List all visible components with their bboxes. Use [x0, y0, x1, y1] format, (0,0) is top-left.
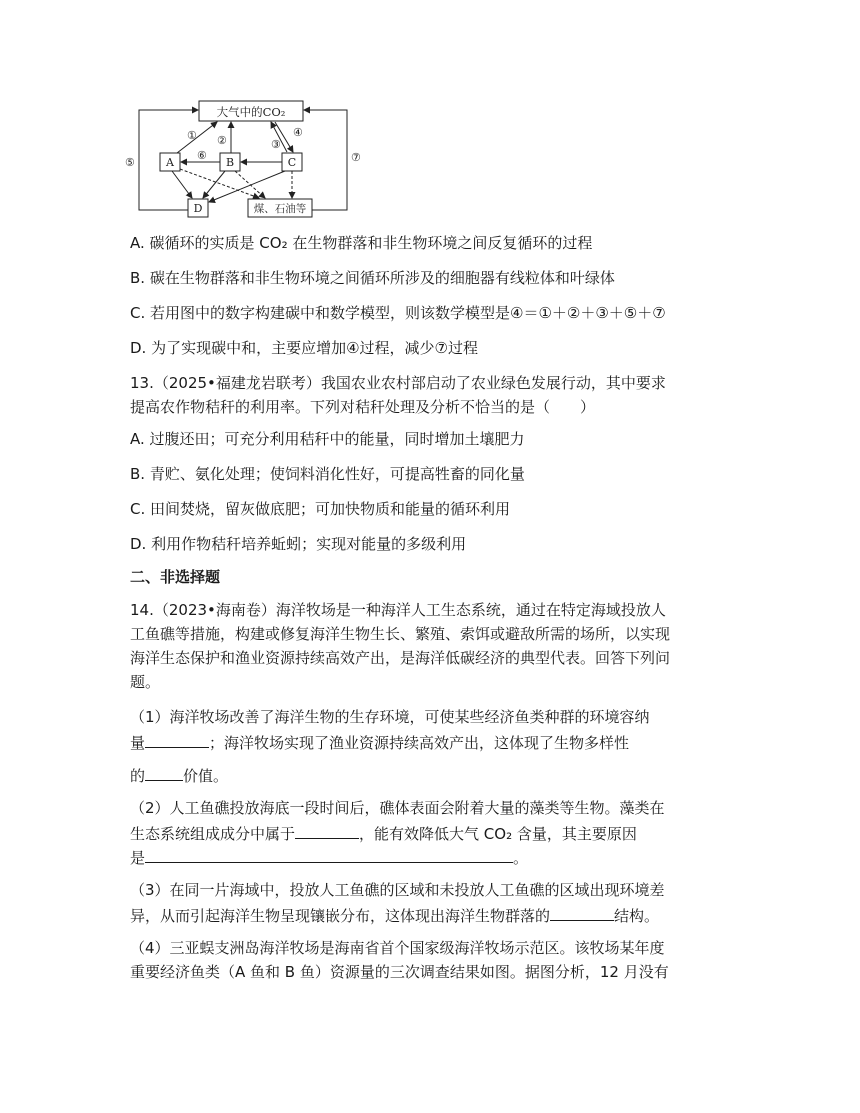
q13-option-d: D. 利用作物秸秆培养蚯蚓；实现对能量的多级利用 — [130, 535, 467, 553]
arrow-b-to-d — [203, 171, 225, 198]
q14-p2-line2-start: 生态系统组成成分中属于 — [130, 825, 296, 843]
label-6: ⑥ — [197, 149, 207, 162]
atmosphere-label: 大气中的CO₂ — [216, 105, 286, 119]
arrow-c-to-d — [209, 171, 285, 202]
q14-p2-line2 — [130, 822, 637, 844]
carbon-cycle-diagram — [125, 98, 375, 220]
answer-blank-2[interactable] — [145, 764, 183, 781]
node-c-label: C — [287, 156, 297, 169]
q14-p1-line3 — [130, 764, 228, 786]
answer-blank-3[interactable] — [295, 822, 359, 839]
q12-option-b: B. 碳在生物群落和非生物环境之间循环所涉及的细胞器有线粒体和叶绿体 — [130, 269, 615, 287]
arrow-a-to-d — [172, 171, 192, 198]
label-4: ④ — [293, 126, 303, 139]
q13-option-a: A. 过腹还田；可充分利用秸秆中的能量，同时增加土壤肥力 — [130, 430, 525, 448]
dashed-b-to-fossil — [235, 171, 265, 198]
q14-p2-line2-end: ，能有效降低大气 CO₂ 含量，其主要原因 — [359, 825, 637, 843]
q14-p3-line1: （3）在同一片海域中，投放人工鱼礁的区域和未投放人工鱼礁的区域出现环境差 — [130, 881, 665, 899]
q14-p1-line3-end: 价值。 — [183, 767, 229, 785]
q14-stem-line3: 海洋生态保护和渔业资源持续高效产出，是海洋低碳经济的典型代表。回答下列问 — [130, 649, 671, 667]
q14-stem-line2: 工鱼礁等措施，构建或修复海洋生物生长、繁殖、索饵或避敌所需的场所，以实现 — [130, 625, 671, 643]
q14-p1-line1: （1）海洋牧场改善了海洋生物的生存环境，可使某些经济鱼类种群的环境容纳 — [130, 708, 650, 726]
q14-p3-line2-end: 结构。 — [614, 907, 660, 925]
fossil-label: 煤、石油等 — [253, 203, 307, 215]
q14-p3-line2-start: 异，从而引起海洋生物呈现镶嵌分布，这体现出海洋生物群落的 — [130, 907, 551, 925]
q14-p1-line3-start: 的 — [130, 767, 146, 785]
label-3: ③ — [271, 138, 281, 151]
q14-p2-line1: （2）人工鱼礁投放海底一段时间后，礁体表面会附着大量的藻类等生物。藻类在 — [130, 799, 665, 817]
q12-option-c: C. 若用图中的数字构建碳中和数学模型，则该数学模型是④＝①＋②＋③＋⑤＋⑦ — [130, 304, 666, 322]
q14-p2-line3-end: 。 — [513, 849, 529, 867]
node-a-label: A — [166, 156, 174, 169]
node-d-label: D — [193, 202, 203, 215]
q14-p4-line2: 重要经济鱼类（A 鱼和 B 鱼）资源量的三次调查结果如图。据图分析，12 月没有 — [130, 963, 669, 981]
answer-blank-1[interactable] — [145, 731, 209, 748]
label-5: ⑤ — [125, 156, 135, 169]
q14-p4-line1: （4）三亚蜈支洲岛海洋牧场是海南省首个国家级海洋牧场示范区。该牧场某年度 — [130, 939, 665, 957]
q14-p3-line2 — [130, 904, 659, 926]
answer-blank-4[interactable] — [145, 846, 513, 863]
q14-stem-line1: 14.（2023•海南卷）海洋牧场是一种海洋人工生态系统，通过在特定海域投放人 — [130, 601, 666, 619]
q14-stem-line4: 题。 — [130, 673, 161, 691]
label-1: ① — [187, 129, 197, 142]
arrow-fossil-to-atm-loop — [304, 110, 347, 210]
section-title: 二、非选择题 — [130, 568, 221, 586]
q14-p1-line2-end: ；海洋牧场实现了渔业资源持续高效产出，这体现了生物多样性 — [209, 734, 630, 752]
q14-p1-line2-start: 量 — [130, 734, 146, 752]
q13-stem-line2: 提高农作物秸秆的利用率。下列对秸秆处理及分析不恰当的是（ ） — [130, 398, 596, 416]
q13-stem-line1: 13.（2025•福建龙岩联考）我国农业农村部启动了农业绿色发展行动，其中要求 — [130, 374, 666, 392]
q13-option-b: B. 青贮、氨化处理；使饲料消化性好，可提高牲畜的同化量 — [130, 465, 525, 483]
label-2: ② — [217, 134, 227, 147]
label-7: ⑦ — [351, 151, 361, 164]
q12-option-a: A. 碳循环的实质是 CO₂ 在生物群落和非生物环境之间反复循环的过程 — [130, 234, 593, 252]
dashed-a-to-fossil — [180, 169, 259, 198]
q12-option-d: D. 为了实现碳中和，主要应增加④过程，减少⑦过程 — [130, 339, 478, 357]
q14-p2-line3 — [130, 846, 528, 868]
answer-blank-5[interactable] — [550, 904, 614, 921]
q13-option-c: C. 田间焚烧，留灰做底肥；可加快物质和能量的循环利用 — [130, 500, 511, 518]
node-b-label: B — [225, 156, 235, 169]
q14-p1-line2 — [130, 731, 629, 753]
q14-p2-line3-start: 是 — [130, 849, 146, 867]
